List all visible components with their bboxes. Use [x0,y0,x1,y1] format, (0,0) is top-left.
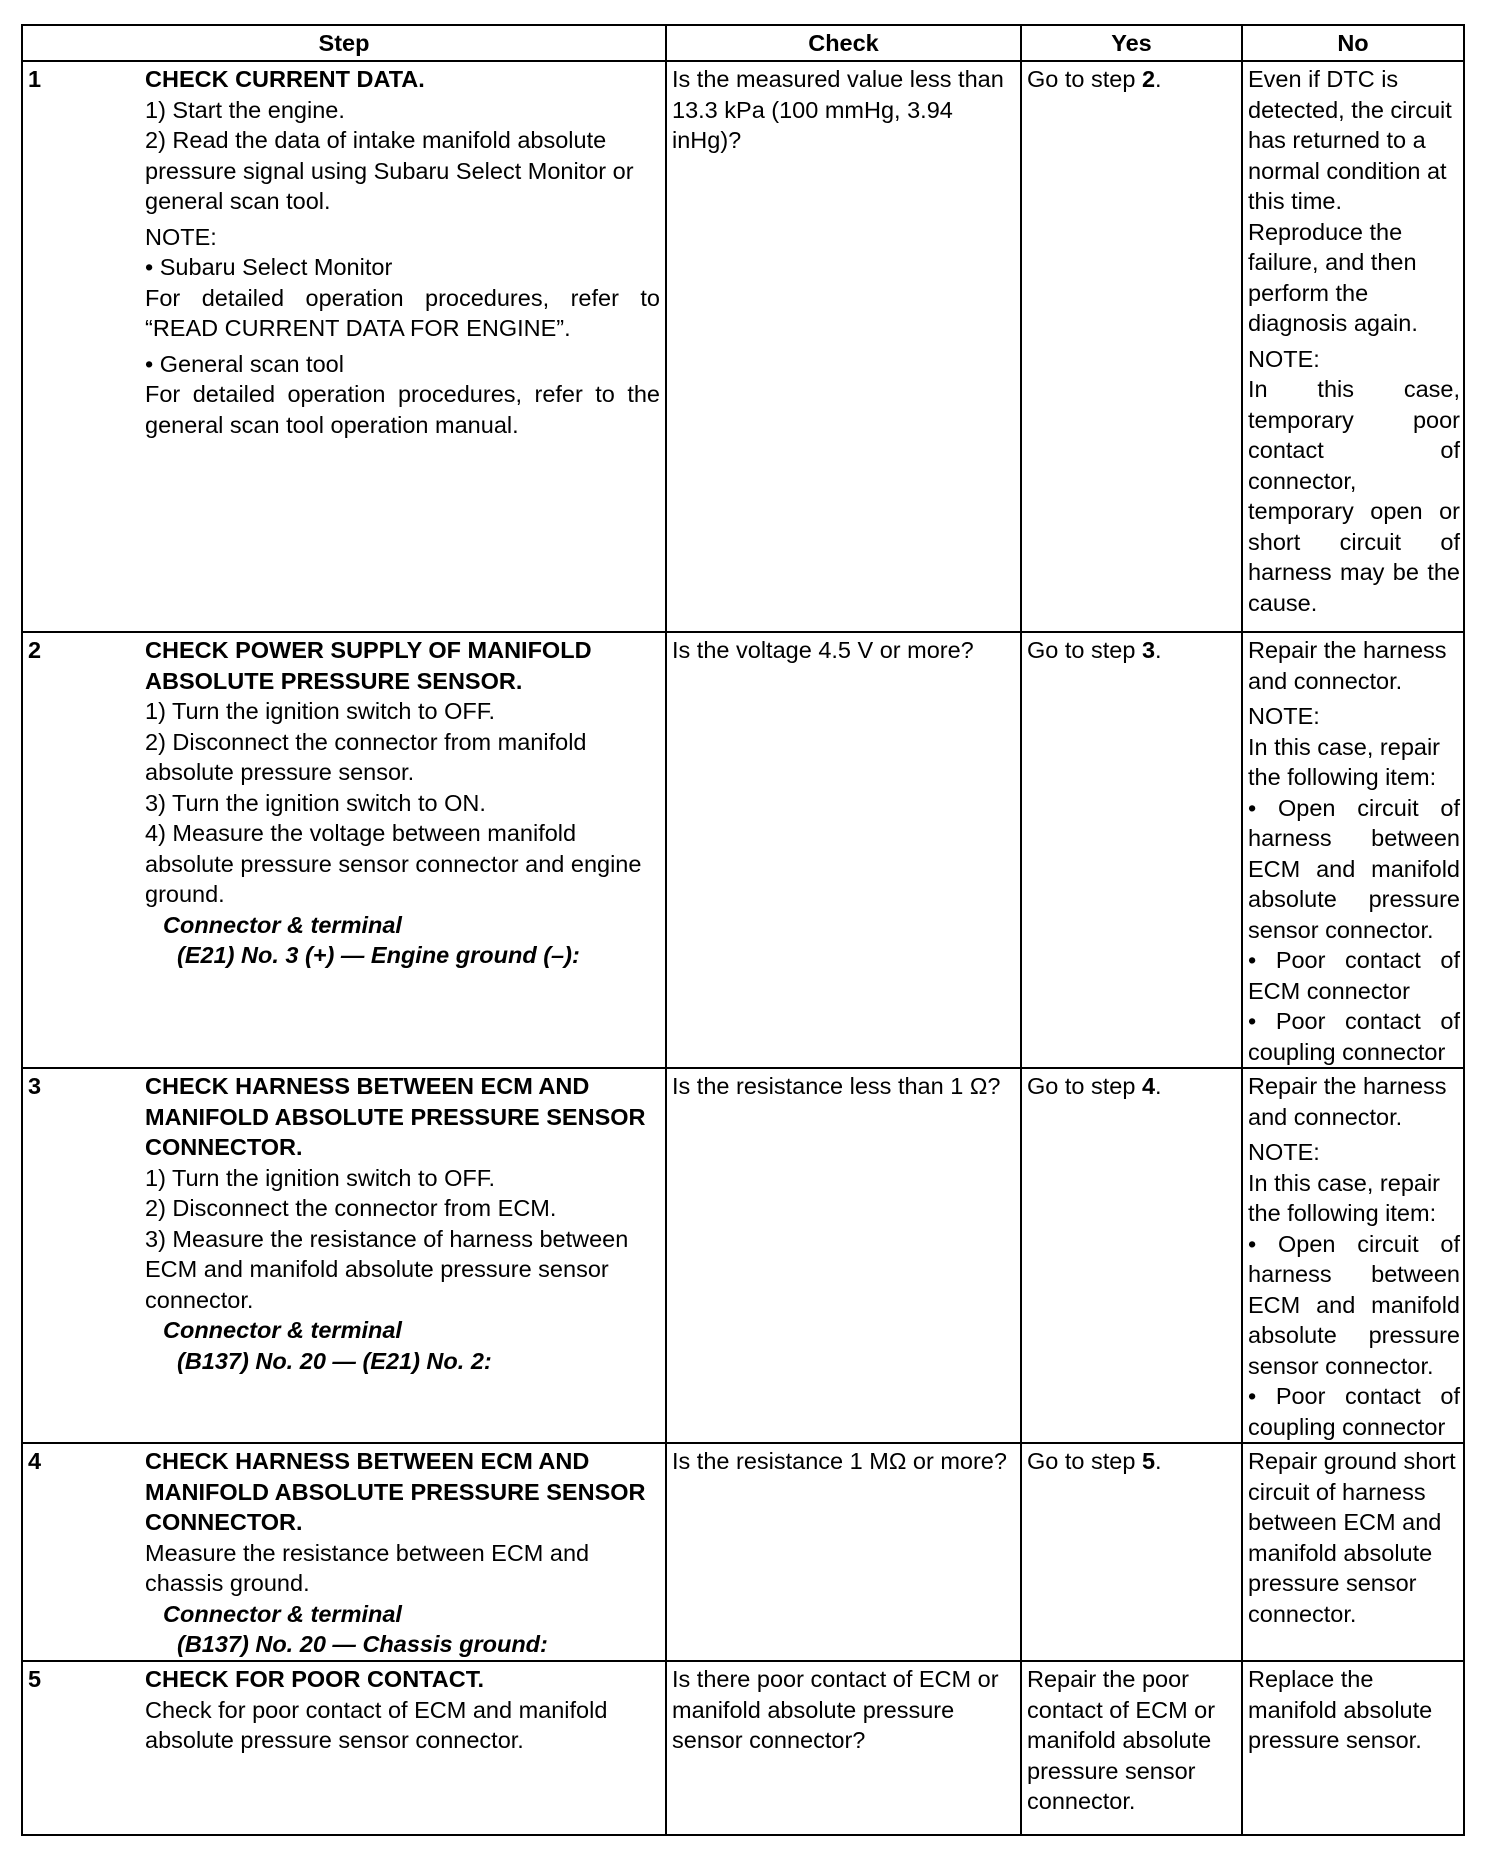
yes-cell [1021,1661,1242,1835]
no-cell [1242,61,1464,632]
check-cell [666,1661,1021,1835]
header-step: Step [22,25,666,61]
connector-terminal-label: Connector & terminal [163,1317,402,1343]
no-note-text: In this case, repair the following item: [1248,733,1441,790]
yes-cell [1021,1443,1242,1661]
no-text: Repair the harness and connector. [1248,1073,1447,1130]
note-label: NOTE: [145,223,217,250]
yes-step-ref: 2 [1141,66,1156,92]
no-text: Repair ground short circuit of harness between ECM and manifold absolute pressure sensor connector. [1248,1448,1456,1627]
check-cell [666,632,1021,1068]
step-instructions [140,61,666,632]
no-cell [1242,1068,1464,1443]
yes-suffix: . [1155,66,1162,92]
no-text: Repair the harness and connector. [1248,637,1447,694]
instruction-line: 2) Disconnect the connector from manifold absolute pressure sensor. [145,728,587,785]
step-number: 5 [22,1661,140,1835]
diagnostic-table [21,24,1465,1836]
step-title: CHECK POWER SUPPLY OF MANIFOLD ABSOLUTE PRESSURE SENSOR. [145,637,592,694]
yes-text: Repair the poor contact of ECM or manifold absolute pressure sensor connector. [1027,1666,1216,1814]
header-no: No [1242,25,1464,61]
instruction-line: 3) Measure the resistance of harness between ECM and manifold absolute pressure sensor connector. [145,1225,629,1313]
step-title: CHECK CURRENT DATA. [145,66,425,92]
connector-terminal-label: Connector & terminal [163,911,402,938]
step-instructions [140,1443,666,1661]
step-number: 1 [22,61,140,632]
no-note-label: NOTE: [1248,1139,1320,1165]
table-row [22,632,1464,1068]
yes-cell [1021,632,1242,1068]
yes-prefix: Go to step [1027,1073,1142,1099]
check-question: Is there poor contact of ECM or manifold absolute pressure sensor connector? [672,1666,999,1753]
no-note-text: In this case, repair the following item: [1248,1169,1441,1226]
step-instructions [140,1068,666,1443]
step-number: 2 [22,632,140,1068]
no-note-label: NOTE: [1248,345,1320,372]
step-title: CHECK HARNESS BETWEEN ECM AND MANIFOLD ABSOLUTE PRESSURE SENSOR CONNECTOR. [145,1448,646,1535]
no-item: • Poor contact of coupling connector [1248,1008,1460,1065]
connector-terminal-label: Connector & terminal [163,1600,402,1627]
no-cell [1242,1443,1464,1661]
header-yes: Yes [1021,25,1242,61]
table-row [22,61,1464,632]
yes-step-ref: 3 [1141,637,1156,663]
table-row [22,1443,1464,1661]
instruction-line: 1) Start the engine. [145,96,345,123]
note-text: For detailed operation procedures, refer to “READ CURRENT DATA FOR ENGINE”. [145,284,660,341]
yes-suffix: . [1155,637,1162,663]
instruction-line: 1) Turn the ignition switch to OFF. [145,1164,496,1191]
note-bullet: • Subaru Select Monitor [145,254,393,280]
yes-suffix: . [1155,1073,1162,1099]
no-text: Replace the manifold absolute pressure sensor. [1248,1666,1433,1753]
no-cell [1242,632,1464,1068]
no-text: Even if DTC is detected, the circuit has returned to a normal condition at this time. Reproduce the failure, and then perform the diagnosis again. [1248,66,1452,336]
connector-terminal-value: (E21) No. 3 (+) — Engine ground (–): [177,942,580,968]
check-question: Is the measured value less than 13.3 kPa (100 mmHg, 3.94 inHg)? [672,66,1004,153]
instruction-line: 3) Turn the ignition switch to ON. [145,789,486,816]
instruction-line: Measure the resistance between ECM and chassis ground. [145,1539,590,1596]
check-cell [666,61,1021,632]
yes-suffix: . [1155,1448,1162,1474]
instruction-line: 4) Measure the voltage between manifold absolute pressure sensor connector and engine ground. [145,820,642,907]
connector-terminal-value: (B137) No. 20 — Chassis ground: [177,1631,548,1657]
header-row [22,25,1464,61]
instruction-line: 2) Read the data of intake manifold absolute pressure signal using Subaru Select Monitor or general scan tool. [145,127,634,214]
step-instructions [140,1661,666,1835]
table-row [22,1661,1464,1835]
instruction-line: 2) Disconnect the connector from ECM. [145,1195,557,1221]
yes-cell [1021,61,1242,632]
connector-terminal-value: (B137) No. 20 — (E21) No. 2: [177,1347,492,1374]
check-question: Is the resistance 1 MΩ or more? [672,1448,1007,1474]
note-text: For detailed operation procedures, refer to the general scan tool operation manual. [145,381,660,438]
yes-prefix: Go to step [1027,66,1142,92]
table-row [22,1068,1464,1443]
step-title: CHECK HARNESS BETWEEN ECM AND MANIFOLD ABSOLUTE PRESSURE SENSOR CONNECTOR. [145,1073,646,1160]
check-question: Is the voltage 4.5 V or more? [672,637,974,663]
yes-prefix: Go to step [1027,1448,1142,1474]
step-instructions [140,632,666,1068]
note-bullet: • General scan tool [145,350,344,377]
no-note-label: NOTE: [1248,703,1320,729]
instruction-line: 1) Turn the ignition switch to OFF. [145,698,496,724]
yes-step-ref: 5 [1141,1448,1156,1474]
no-item: • Poor contact of coupling connector [1248,1383,1460,1440]
yes-step-ref: 4 [1141,1073,1156,1099]
check-question: Is the resistance less than 1 Ω? [672,1073,1001,1099]
no-item: • Poor contact of ECM connector [1248,947,1460,1004]
no-item: • Open circuit of harness between ECM and manifold absolute pressure sensor connector. [1248,1230,1460,1379]
yes-prefix: Go to step [1027,637,1142,663]
no-note-text: In this case, temporary poor contact of connector, temporary open or short circuit of harness may be the cause. [1248,376,1460,616]
step-number: 3 [22,1068,140,1443]
step-number: 4 [22,1443,140,1661]
check-cell [666,1443,1021,1661]
instruction-line: Check for poor contact of ECM and manifold absolute pressure sensor connector. [145,1696,608,1753]
check-cell [666,1068,1021,1443]
step-title: CHECK FOR POOR CONTACT. [145,1666,485,1692]
header-check: Check [666,25,1021,61]
no-item: • Open circuit of harness between ECM and manifold absolute pressure sensor connector. [1248,794,1460,943]
yes-cell [1021,1068,1242,1443]
no-cell [1242,1661,1464,1835]
